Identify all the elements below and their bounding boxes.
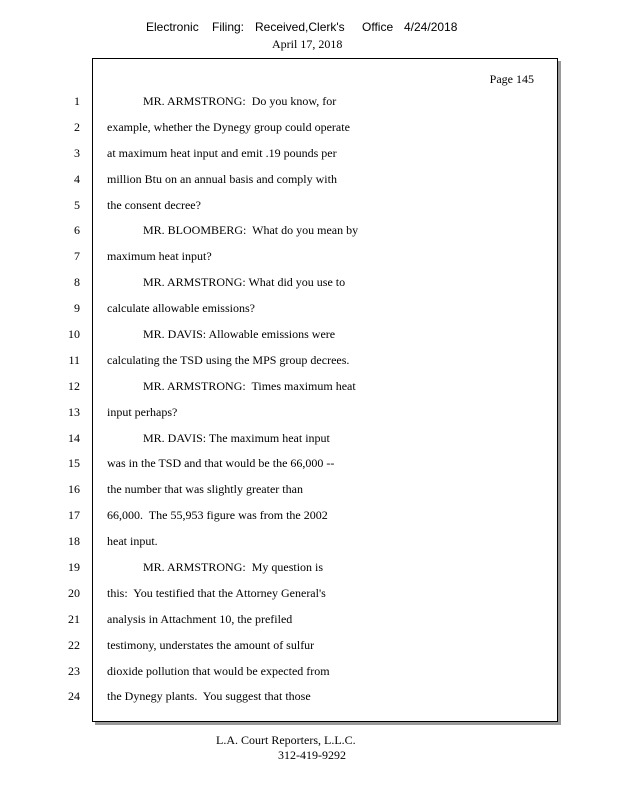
line-text: MR. ARMSTRONG: My question is bbox=[143, 560, 324, 575]
line-number: 11 bbox=[68, 352, 80, 367]
transcript-line bbox=[0, 221, 618, 247]
line-number: 23 bbox=[68, 663, 80, 678]
line-text: at maximum heat input and emit .19 pounds per bbox=[107, 145, 337, 160]
transcript-line bbox=[0, 610, 618, 636]
line-number: 22 bbox=[68, 637, 80, 652]
line-number: 13 bbox=[68, 404, 80, 419]
filing-stamp-word: 4/24/2018 bbox=[404, 20, 458, 34]
line-number: 6 bbox=[74, 223, 80, 238]
line-text: calculating the TSD using the MPS group decrees. bbox=[107, 352, 350, 367]
filing-stamp-word: Received,Clerk's bbox=[255, 20, 345, 34]
transcript-line bbox=[0, 144, 618, 170]
line-text: heat input. bbox=[107, 534, 158, 549]
line-text: calculate allowable emissions? bbox=[107, 301, 255, 316]
court-reporter-phone: 312-419-9292 bbox=[278, 748, 346, 762]
transcript-line bbox=[0, 687, 618, 713]
line-number: 9 bbox=[74, 301, 80, 316]
line-text: the consent decree? bbox=[107, 197, 201, 212]
transcript-line bbox=[0, 403, 618, 429]
filing-stamp-word: Office bbox=[362, 20, 394, 34]
transcript-line bbox=[0, 196, 618, 222]
line-text: the Dynegy plants. You suggest that those bbox=[107, 689, 311, 704]
line-number: 24 bbox=[68, 689, 80, 704]
line-text: 66,000. The 55,953 figure was from the 2002 bbox=[107, 508, 328, 523]
transcript-line bbox=[0, 454, 618, 480]
line-text: MR. ARMSTRONG: Do you know, for bbox=[143, 94, 337, 108]
filing-date: April 17, 2018 bbox=[272, 37, 343, 51]
line-number: 17 bbox=[68, 508, 80, 523]
line-text: maximum heat input? bbox=[107, 249, 212, 264]
line-text: analysis in Attachment 10, the prefiled bbox=[107, 611, 293, 626]
line-number: 3 bbox=[74, 145, 80, 160]
transcript-line bbox=[0, 247, 618, 273]
transcript-line bbox=[0, 584, 618, 610]
transcript-lines bbox=[0, 92, 618, 713]
line-text: dioxide pollution that would be expected from bbox=[107, 663, 330, 678]
line-text: testimony, understates the amount of sulfur bbox=[107, 637, 315, 652]
transcript-line bbox=[0, 273, 618, 299]
line-number: 21 bbox=[68, 611, 80, 626]
line-number: 19 bbox=[68, 560, 80, 575]
line-text: MR. DAVIS: Allowable emissions were bbox=[143, 327, 336, 342]
transcript-line bbox=[0, 429, 618, 455]
filing-stamp-word: Filing: bbox=[212, 20, 245, 34]
line-number: 4 bbox=[74, 171, 80, 186]
line-number: 10 bbox=[68, 327, 80, 342]
line-number: 1 bbox=[74, 94, 80, 108]
transcript-line bbox=[0, 92, 618, 118]
line-text: was in the TSD and that would be the 66,000 -- bbox=[107, 456, 335, 471]
transcript-line bbox=[0, 351, 618, 377]
transcript-line bbox=[0, 662, 618, 688]
transcript-line bbox=[0, 325, 618, 351]
transcript-line bbox=[0, 299, 618, 325]
line-number: 12 bbox=[68, 378, 80, 393]
line-number: 18 bbox=[68, 534, 80, 549]
line-text: input perhaps? bbox=[107, 404, 178, 419]
line-number: 8 bbox=[74, 275, 80, 290]
line-number: 16 bbox=[68, 482, 80, 497]
line-number: 7 bbox=[74, 249, 80, 264]
transcript-line bbox=[0, 506, 618, 532]
line-text: MR. BLOOMBERG: What do you mean by bbox=[143, 223, 359, 238]
line-text: example, whether the Dynegy group could operate bbox=[107, 119, 350, 134]
transcript-line bbox=[0, 532, 618, 558]
transcript-line bbox=[0, 118, 618, 144]
line-number: 5 bbox=[74, 197, 80, 212]
filing-stamp-word: Electronic bbox=[146, 20, 199, 34]
line-number: 2 bbox=[74, 119, 80, 134]
line-text: the number that was slightly greater than bbox=[107, 482, 303, 497]
court-reporter-name: L.A. Court Reporters, L.L.C. bbox=[216, 733, 356, 747]
transcript-line bbox=[0, 480, 618, 506]
transcript-line bbox=[0, 377, 618, 403]
transcript-line bbox=[0, 170, 618, 196]
line-text: million Btu on an annual basis and comply with bbox=[107, 171, 337, 186]
page-number: Page 145 bbox=[489, 72, 534, 86]
line-number: 15 bbox=[68, 456, 80, 471]
transcript-line bbox=[0, 636, 618, 662]
line-text: MR. ARMSTRONG: Times maximum heat bbox=[143, 378, 356, 393]
line-text: MR. DAVIS: The maximum heat input bbox=[143, 430, 330, 445]
line-number: 14 bbox=[68, 430, 80, 445]
transcript-line bbox=[0, 558, 618, 584]
line-text: this: You testified that the Attorney General's bbox=[107, 585, 326, 600]
line-text: MR. ARMSTRONG: What did you use to bbox=[143, 275, 346, 290]
line-number: 20 bbox=[68, 585, 80, 600]
